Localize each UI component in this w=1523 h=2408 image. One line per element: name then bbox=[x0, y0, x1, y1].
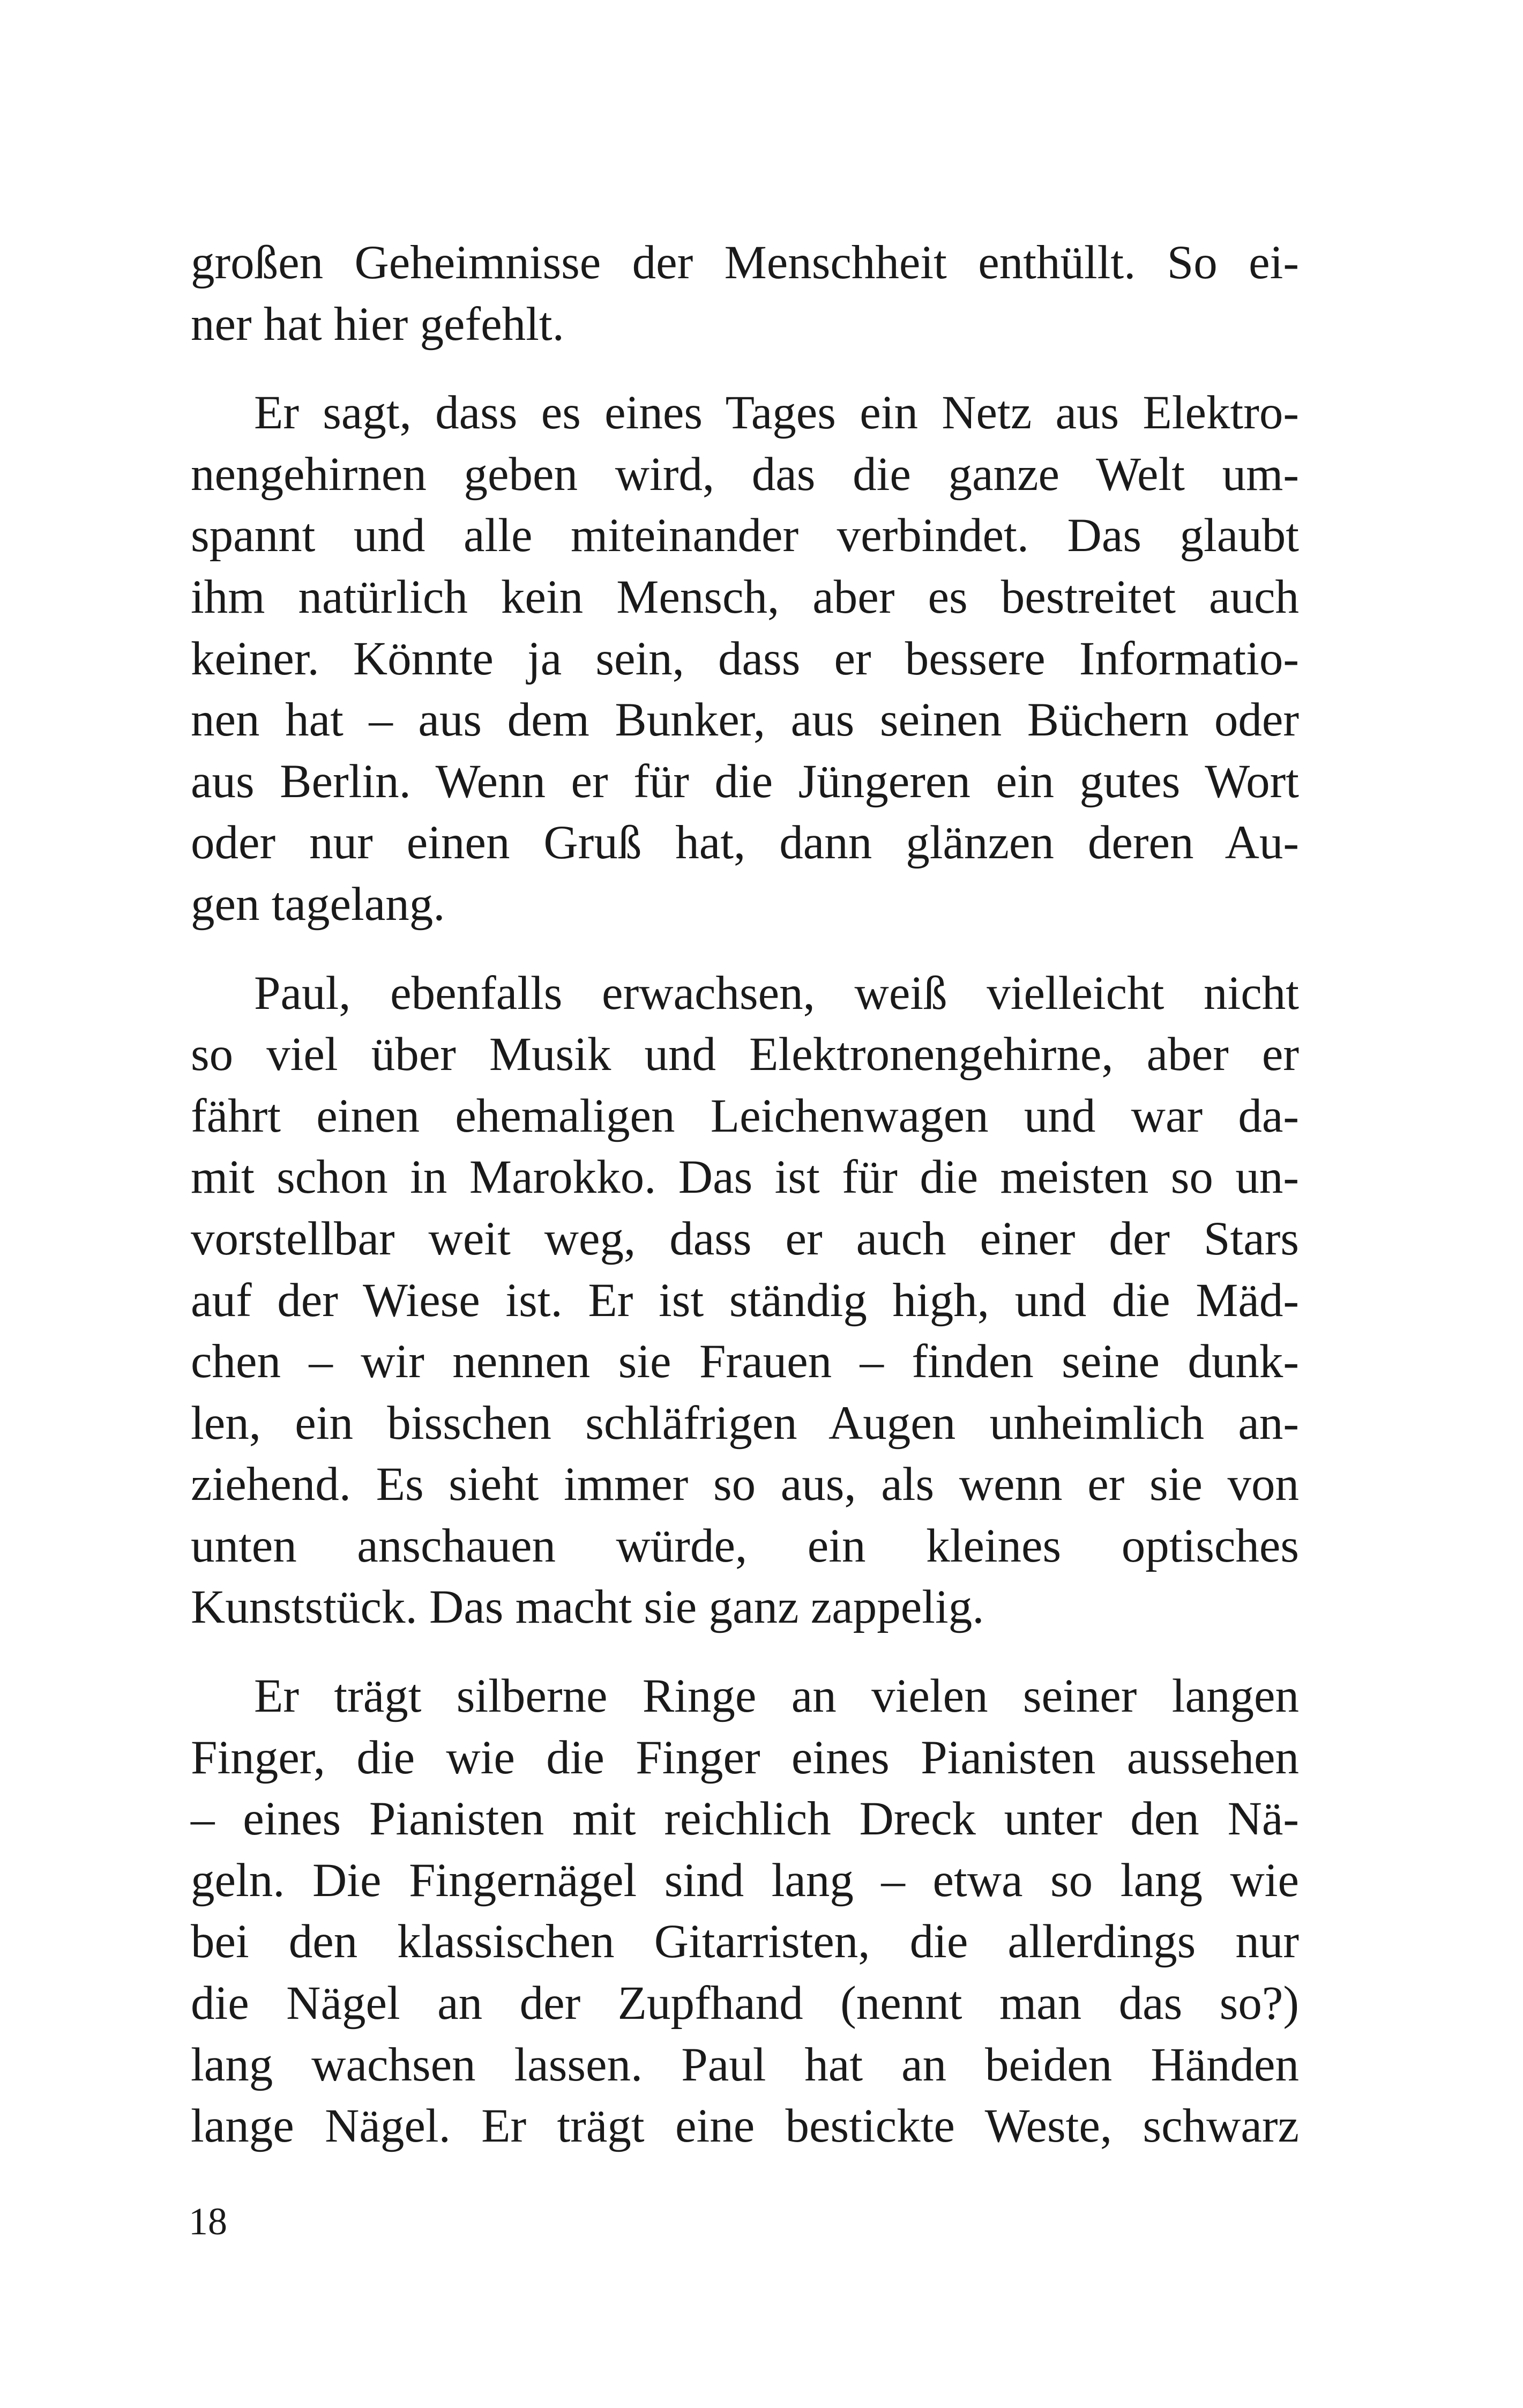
text-line: – eines Pianisten mit reichlich Dreck unter den Nä- bbox=[191, 1793, 1299, 1846]
text-line: Paul, ebenfalls erwachsen, weiß vielleicht nicht bbox=[254, 967, 1299, 1020]
text-line: Finger, die wie die Finger eines Pianisten aussehen bbox=[191, 1731, 1299, 1784]
text-line: chen – wir nennen sie Frauen – finden seine dunk- bbox=[191, 1335, 1299, 1388]
text-line: lange Nägel. Er trägt eine bestickte Weste, schwarz bbox=[191, 2100, 1299, 2153]
text-line: ner hat hier gefehlt. bbox=[191, 298, 564, 351]
text-line: len, ein bisschen schläfrigen Augen unheimlich an- bbox=[191, 1396, 1299, 1450]
text-line: keiner. Könnte ja sein, dass er bessere Informatio- bbox=[191, 632, 1299, 685]
text-line: die Nägel an der Zupfhand (nennt man das so?) bbox=[191, 1977, 1299, 2030]
text-line: fährt einen ehemaligen Leichenwagen und war da- bbox=[191, 1089, 1299, 1142]
body-text bbox=[191, 232, 1299, 2157]
text-line: geln. Die Fingernägel sind lang – etwa so lang wie bbox=[191, 1854, 1299, 1907]
page-number: 18 bbox=[189, 2200, 227, 2243]
text-line: Er sagt, dass es eines Tages ein Netz aus Elektro- bbox=[254, 387, 1299, 440]
text-line: mit schon in Marokko. Das ist für die meisten so un- bbox=[191, 1151, 1299, 1204]
paragraph-3 bbox=[191, 963, 1299, 1639]
text-line: ziehend. Es sieht immer so aus, als wenn er sie von bbox=[191, 1458, 1299, 1511]
paragraph-1 bbox=[191, 232, 1299, 355]
text-line: aus Berlin. Wenn er für die Jüngeren ein gutes Wort bbox=[191, 755, 1299, 808]
text-line: spannt und alle miteinander verbindet. Das glaubt bbox=[191, 509, 1299, 562]
paragraph-4 bbox=[191, 1666, 1299, 2157]
text-line: ihm natürlich kein Mensch, aber es bestreitet auch bbox=[191, 570, 1299, 623]
text-line: nengehirnen geben wird, das die ganze Welt um- bbox=[191, 448, 1299, 501]
text-line: unten anschauen würde, ein kleines optisches bbox=[191, 1519, 1299, 1572]
text-line: vorstellbar weit weg, dass er auch einer der Stars bbox=[191, 1212, 1299, 1265]
text-line: gen tagelang. bbox=[191, 878, 445, 931]
paragraph-2 bbox=[191, 382, 1299, 935]
text-line: so viel über Musik und Elektronengehirne, aber er bbox=[191, 1028, 1299, 1081]
text-line: lang wachsen lassen. Paul hat an beiden Händen bbox=[191, 2038, 1299, 2091]
text-line: Kunststück. Das macht sie ganz zappelig. bbox=[191, 1581, 984, 1634]
text-line: auf der Wiese ist. Er ist ständig high, und die Mäd- bbox=[191, 1274, 1299, 1327]
text-line: Er trägt silberne Ringe an vielen seiner langen bbox=[254, 1670, 1299, 1723]
text-line: großen Geheimnisse der Menschheit enthüllt. So ei- bbox=[191, 236, 1299, 289]
text-line: oder nur einen Gruß hat, dann glänzen deren Au- bbox=[191, 816, 1299, 869]
text-line: nen hat – aus dem Bunker, aus seinen Büchern oder bbox=[191, 694, 1299, 747]
text-line: bei den klassischen Gitarristen, die allerdings nur bbox=[191, 1915, 1299, 1968]
